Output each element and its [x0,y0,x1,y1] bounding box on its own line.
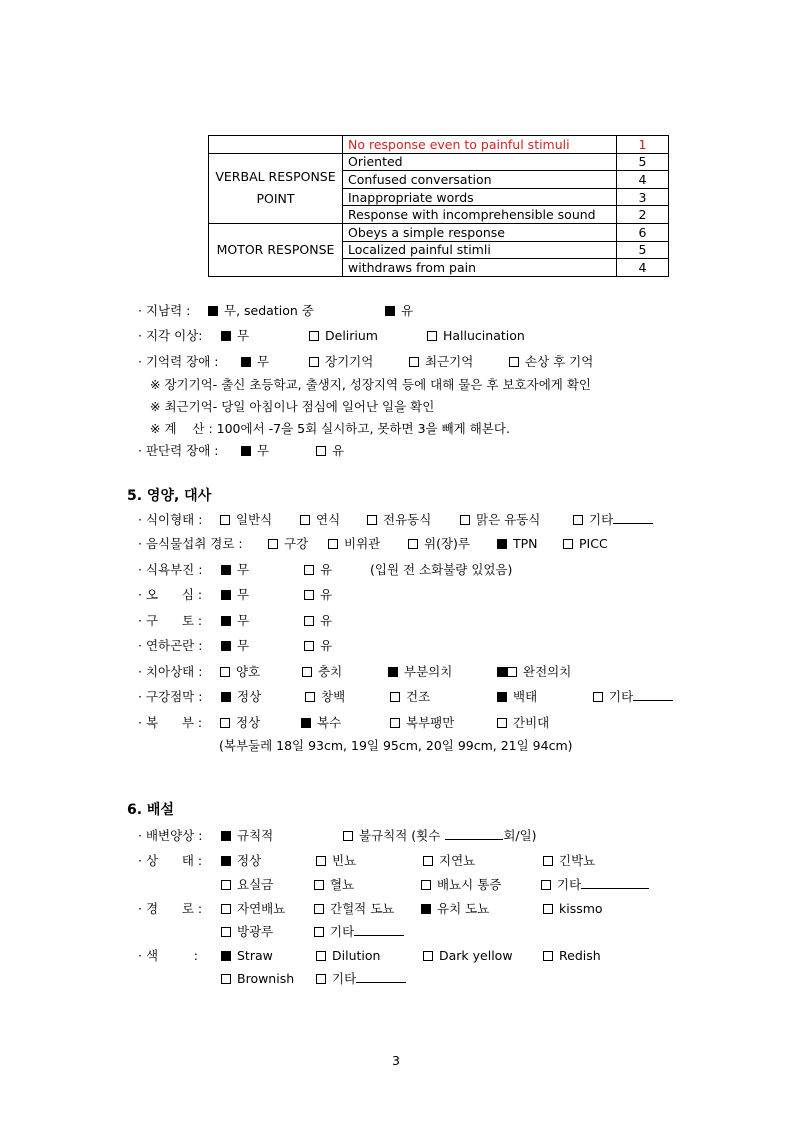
perception-option-none[interactable]: 무 [221,328,249,344]
response-desc: Localized painful stimli [343,241,617,259]
checkbox-checked-icon [221,856,231,866]
nausea-option-none[interactable]: 무 [221,587,249,603]
path-option-cystostomy[interactable]: 방광루 [221,924,273,940]
checkbox-checked-icon [221,565,231,575]
gcs-table [208,135,669,277]
checkbox-checked-icon [241,446,251,456]
table-row [209,153,669,171]
checkbox-checked-icon [301,718,311,728]
color-option-dilution[interactable]: Dilution [316,948,380,964]
response-score: 3 [617,188,669,206]
checkbox-icon [309,331,319,341]
checkbox-icon [309,357,319,367]
table-cell-empty [209,136,343,154]
checkbox-checked-icon [421,904,431,914]
checkbox-icon [541,880,551,890]
state-option-hematuria[interactable]: 혈뇨 [314,877,354,893]
anorexia-option-yes[interactable]: 유 [304,562,332,578]
anorexia-note: (입원 전 소화불량 있었음) [370,562,513,577]
checkbox-icon [304,616,314,626]
diet-option-other[interactable]: 기타 [573,512,653,528]
checkbox-icon [543,951,553,961]
color-option-redish[interactable]: Redish [543,948,601,964]
checkbox-icon [593,692,603,702]
judgment-label: · 판단력 장애 : [138,443,219,458]
table-row [209,136,669,154]
checkbox-icon [367,515,377,525]
perception-option-hallucination[interactable]: Hallucination [427,328,525,344]
checkbox-icon [316,974,326,984]
oral-option-normal[interactable]: 정상 [221,689,261,705]
path-option-intermittent-cath[interactable]: 간헐적 도뇨 [314,901,394,917]
anorexia-option-none[interactable]: 무 [221,562,249,578]
diet-option-soft[interactable]: 연식 [300,512,340,528]
checkbox-checked-icon [388,667,398,677]
response-desc: withdraws from pain [343,259,617,277]
dysphagia-label: · 연하곤란 : [138,638,203,653]
memory-option-long-term[interactable]: 장기기억 [309,354,373,370]
response-score: 5 [617,241,669,259]
urine-state-label: · 상 태 : [138,853,203,868]
response-score: 6 [617,223,669,241]
checkbox-icon [314,927,324,937]
dysphagia-option-none[interactable]: 무 [221,638,249,654]
checkbox-icon [221,880,231,890]
checkbox-icon [423,856,433,866]
response-score: 5 [617,153,669,171]
oral-option-white-coating[interactable]: 백태 [497,689,537,705]
checkbox-icon [509,357,519,367]
checkbox-icon [314,880,324,890]
path-option-indwelling-cath[interactable]: 유치 도뇨 [421,901,489,917]
oral-option-other[interactable]: 기타 [593,689,673,705]
checkbox-icon [427,331,437,341]
state-option-dysuria[interactable]: 배뇨시 통증 [421,877,501,893]
checkbox-icon [220,718,230,728]
route-option-gastrostomy[interactable]: 위(장)루 [408,536,470,552]
checkbox-checked-icon [221,616,231,626]
response-score: 1 [617,136,669,154]
memory-option-none[interactable]: 무 [241,354,269,370]
nausea-option-yes[interactable]: 유 [304,587,332,603]
dysphagia-option-yes[interactable]: 유 [304,638,332,654]
blank-line [613,512,653,524]
table-row [209,223,669,241]
checkbox-icon [460,515,470,525]
route-option-ng-tube[interactable]: 비위관 [328,536,380,552]
state-option-hesitancy[interactable]: 지연뇨 [423,853,475,869]
teeth-option-full-denture[interactable]: 완전의치 [497,664,571,680]
blank-line [581,877,649,889]
orientation-option-none[interactable]: 무, sedation 중 [208,303,314,319]
path-option-other[interactable]: 기타 [314,924,404,940]
blank-line [633,689,673,701]
checkbox-icon [543,904,553,914]
checkbox-checked-icon [221,951,231,961]
checkbox-icon [343,831,353,841]
route-option-picc[interactable]: PICC [563,536,608,552]
checkbox-icon [221,927,231,937]
blank-line [354,924,404,936]
response-score: 2 [617,206,669,224]
checkbox-checked-icon [208,306,218,316]
checkbox-checked-icon [241,357,251,367]
state-option-normal[interactable]: 정상 [221,853,261,869]
checkbox-icon [390,718,400,728]
memory-option-recent[interactable]: 최근기억 [409,354,473,370]
abdomen-circumference-note: (복부둘레 18일 93cm, 19일 95cm, 20일 99cm, 21일 94cm) [219,738,573,753]
checkbox-icon [507,667,517,677]
checkbox-icon [409,357,419,367]
perception-option-delirium[interactable]: Delirium [309,328,378,344]
pattern-option-regular[interactable]: 규칙적 [221,828,273,844]
teeth-option-cavity[interactable]: 충치 [302,664,342,680]
perception-label: · 지각 이상: [138,328,203,343]
bowel-pattern-label: · 배변양상 : [138,828,203,843]
path-option-natural[interactable]: 자연배뇨 [221,901,285,917]
checkbox-icon [497,718,507,728]
checkbox-icon [316,951,326,961]
state-option-other[interactable]: 기타 [541,877,649,893]
oral-mucosa-label: · 구강점막 : [138,689,203,704]
checkbox-icon [314,904,324,914]
category-label: VERBAL RESPONSE [215,169,336,185]
checkbox-icon [221,904,231,914]
judgment-option-yes[interactable]: 유 [316,443,344,459]
category-label: POINT [256,191,295,207]
memory-label: · 기억력 장애 : [138,354,219,369]
orientation-option-yes[interactable]: 유 [385,303,413,319]
teeth-option-good[interactable]: 양호 [220,664,260,680]
checkbox-checked-icon [221,590,231,600]
vomiting-option-yes[interactable]: 유 [304,613,332,629]
orientation-label: · 지남력 : [138,303,191,318]
checkbox-checked-icon [221,331,231,341]
checkbox-checked-icon [221,692,231,702]
response-desc: No response even to painful stimuli [343,136,617,154]
checkbox-icon [221,974,231,984]
checkbox-icon [423,951,433,961]
checkbox-icon [573,515,583,525]
urine-color-label: · 색 : [138,948,198,963]
response-desc: Obeys a simple response [343,223,617,241]
checkbox-checked-icon [221,641,231,651]
oral-option-dry[interactable]: 건조 [390,689,430,705]
abdomen-option-normal[interactable]: 정상 [220,715,260,731]
diet-label: · 식이형태 : [138,512,203,527]
color-option-straw[interactable]: Straw [221,948,273,964]
response-desc: Inappropriate words [343,188,617,206]
checkbox-icon [408,539,418,549]
checkbox-checked-icon [497,539,507,549]
color-option-dark-yellow[interactable]: Dark yellow [423,948,513,964]
checkbox-icon [316,446,326,456]
state-option-urgency[interactable]: 긴박뇨 [543,853,595,869]
section-heading-nutrition: 5. 영양, 대사 [127,488,212,504]
judgment-option-none[interactable]: 무 [241,443,269,459]
memory-note-calculation: ※ 계 산 : 100에서 -7을 5회 실시하고, 못하면 3을 빼게 해본다. [150,421,510,436]
path-option-kissmo[interactable]: kissmo [543,901,603,917]
checkbox-icon [220,667,230,677]
route-option-tpn[interactable]: TPN [497,536,538,552]
abdomen-label: · 복 부 : [138,715,203,730]
color-option-brownish[interactable]: Brownish [221,971,294,987]
intake-route-label: · 음식물섭취 경로 : [138,536,243,551]
vomiting-label: · 구 토 : [138,613,203,628]
oral-option-pale[interactable]: 창백 [305,689,345,705]
blank-line [356,971,406,983]
checkbox-icon [220,515,230,525]
response-desc: Oriented [343,153,617,171]
vomiting-option-none[interactable]: 무 [221,613,249,629]
checkbox-icon [316,856,326,866]
checkbox-checked-icon [221,831,231,841]
checkbox-icon [302,667,312,677]
response-score: 4 [617,171,669,189]
checkbox-icon [268,539,278,549]
response-score: 4 [617,259,669,277]
response-desc: Response with incomprehensible sound [343,206,617,224]
memory-note-long-term: ※ 장기기억- 출신 초등학교, 출생지, 성장지역 등에 대해 물은 후 보호자에게 확인 [150,377,591,392]
checkbox-icon [304,641,314,651]
checkbox-icon [543,856,553,866]
teeth-label: · 치아상태 : [138,664,203,679]
response-desc: Confused conversation [343,171,617,189]
diet-option-full-liquid[interactable]: 전유동식 [367,512,431,528]
frequency-blank [445,828,503,840]
checkbox-checked-icon [385,306,395,316]
checkbox-icon [563,539,573,549]
checkbox-icon [421,880,431,890]
checkbox-icon [304,590,314,600]
abdomen-option-hepatomegaly[interactable]: 간비대 [497,715,549,731]
motor-response-category: MOTOR RESPONSE [209,223,343,276]
page-number: 3 [392,1053,400,1068]
checkbox-checked-icon [497,667,507,677]
anorexia-label: · 식욕부진 : [138,562,203,577]
state-option-incontinence[interactable]: 요실금 [221,877,273,893]
nausea-label: · 오 심 : [138,587,203,602]
checkbox-icon [328,539,338,549]
checkbox-icon [300,515,310,525]
abdomen-option-ascites[interactable]: 복수 [301,715,341,731]
checkbox-icon [304,565,314,575]
color-option-other[interactable]: 기타 [316,971,406,987]
checkbox-icon [305,692,315,702]
teeth-option-partial-denture[interactable]: 부분의치 [388,664,452,680]
memory-option-post-injury[interactable]: 손상 후 기억 [509,354,593,370]
checkbox-icon [390,692,400,702]
section-heading-excretion: 6. 배설 [127,802,174,818]
urination-route-label: · 경 로 : [138,901,203,916]
pattern-option-irregular[interactable]: 불규칙적 (횟수 회/일) [343,828,537,844]
diet-option-regular[interactable]: 일반식 [220,512,272,528]
route-option-oral[interactable]: 구강 [268,536,308,552]
state-option-frequency[interactable]: 빈뇨 [316,853,356,869]
checkbox-checked-icon [497,692,507,702]
diet-option-clear-liquid[interactable]: 맑은 유동식 [460,512,540,528]
verbal-response-category [209,153,343,223]
memory-note-recent: ※ 최근기억- 당일 아침이나 점심에 일어난 일을 확인 [150,399,435,414]
abdomen-option-distension[interactable]: 복부팽만 [390,715,454,731]
